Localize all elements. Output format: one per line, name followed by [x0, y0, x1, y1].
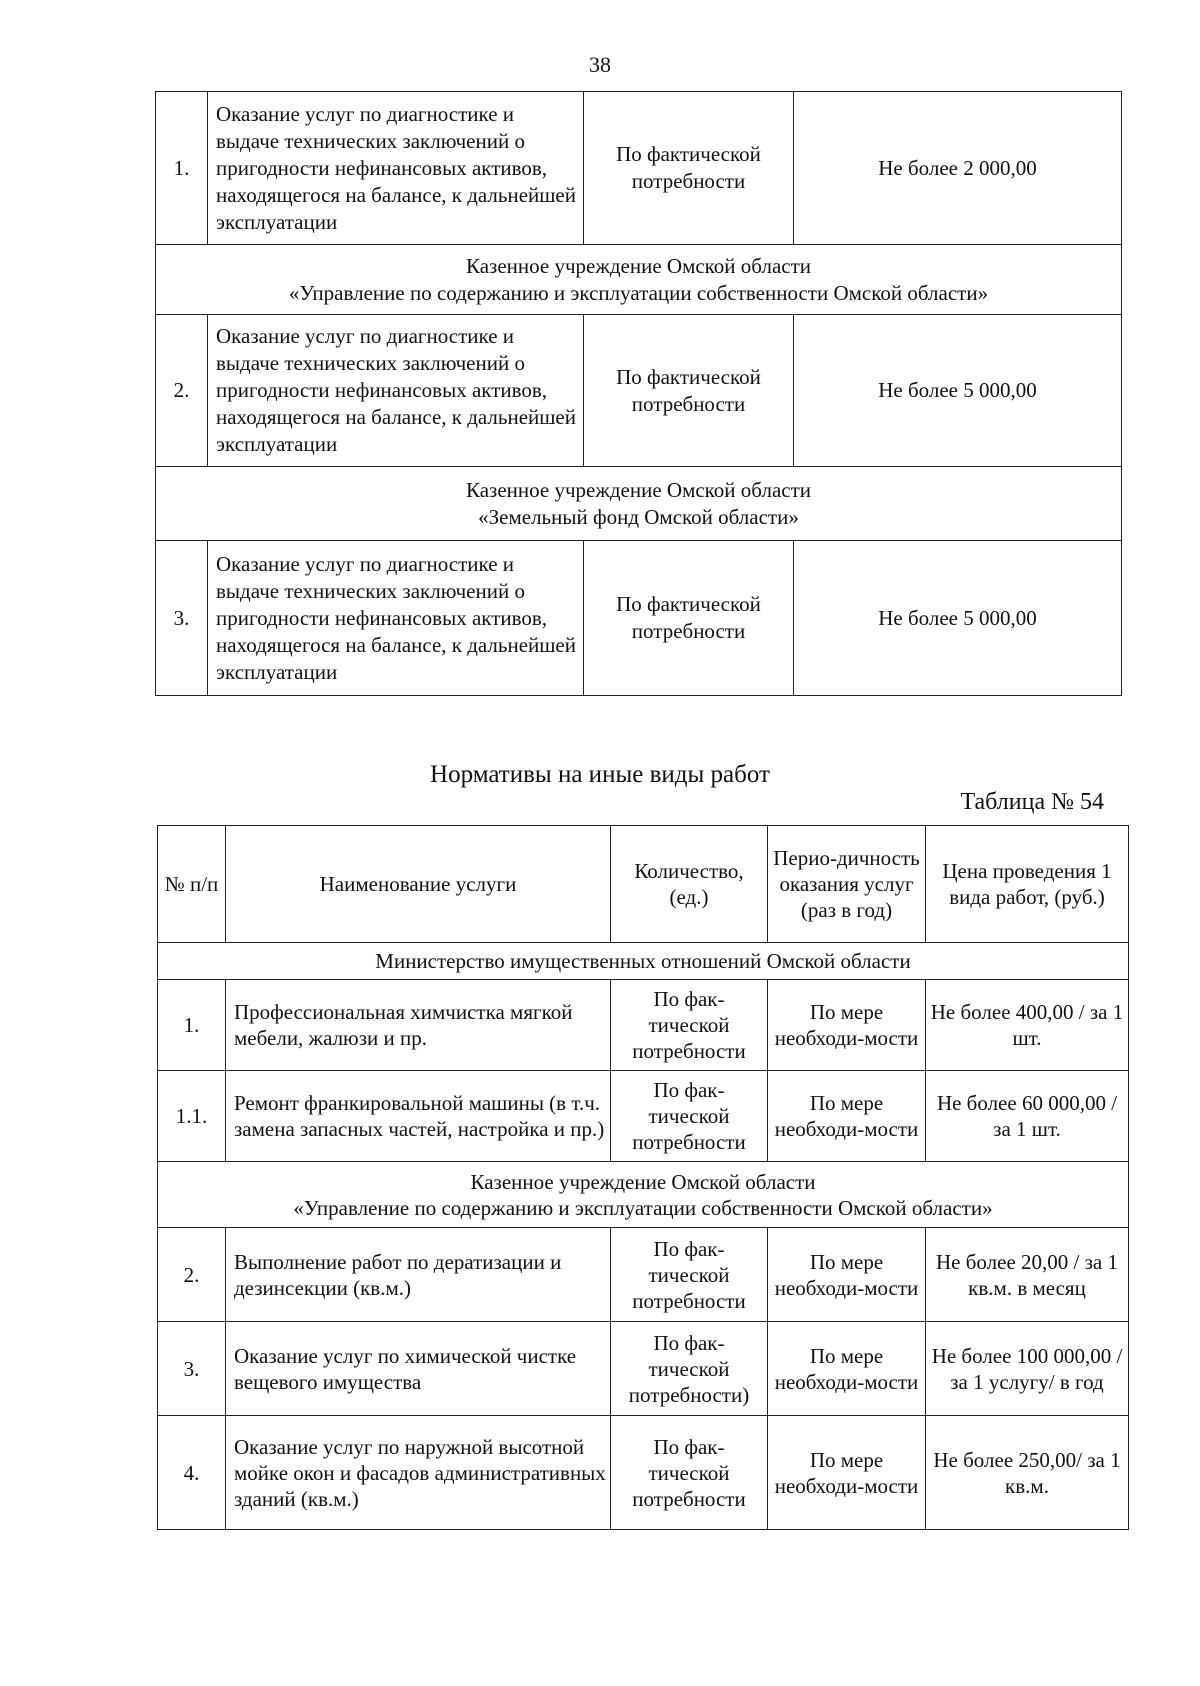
periodicity-cell: По мере необходи-мости: [768, 1071, 926, 1162]
org-row: [158, 1162, 1129, 1228]
org-line: Казенное учреждение Омской области: [465, 477, 811, 502]
org-line: Казенное учреждение Омской области: [470, 1169, 816, 1194]
row-number: 4.: [158, 1416, 226, 1530]
org-line: «Управление по содержанию и эксплуатации собственности Омской области»: [288, 280, 989, 305]
table-row: [158, 1416, 1129, 1530]
org-heading: [156, 467, 1122, 541]
service-name: Оказание услуг по наружной высотной мойке окон и фасадов административных зданий (кв.м.): [226, 1416, 611, 1530]
row-number: 2.: [158, 1228, 226, 1322]
org-heading: [158, 1162, 1129, 1228]
periodicity-cell: По мере необходи-мости: [768, 1322, 926, 1416]
row-number: 1.: [158, 980, 226, 1071]
table-row: [156, 541, 1122, 696]
row-number: 2.: [156, 315, 208, 467]
price-cell: Не более 250,00/ за 1 кв.м.: [926, 1416, 1129, 1530]
row-number: 1.: [156, 92, 208, 245]
header-period: Перио-дичность оказания услуг (раз в год): [768, 826, 926, 943]
price-cell: Не более 20,00 / за 1 кв.м. в месяц: [926, 1228, 1129, 1322]
table-row: [158, 980, 1129, 1071]
quantity-cell: По фак-тической потребности: [611, 980, 768, 1071]
quantity-cell: По фак-тической потребности: [611, 1416, 768, 1530]
header-row: [158, 826, 1129, 943]
price-cell: Не более 2 000,00: [794, 92, 1122, 245]
org-heading: [158, 943, 1129, 980]
quantity-cell: По фак-тической потребности): [611, 1322, 768, 1416]
row-number: 3.: [158, 1322, 226, 1416]
service-name: Выполнение работ по дератизации и дезинсекции (кв.м.): [226, 1228, 611, 1322]
section-title: Нормативы на иные виды работ: [430, 761, 770, 788]
quantity-cell: По фак-тической потребности: [611, 1228, 768, 1322]
header-num: № п/п: [158, 826, 226, 943]
price-cell: Не более 100 000,00 / за 1 услугу/ в год: [926, 1322, 1129, 1416]
price-cell: Не более 60 000,00 / за 1 шт.: [926, 1071, 1129, 1162]
quantity-cell: По фактической потребности: [584, 315, 794, 467]
service-name: Оказание услуг по диагностике и выдаче технических заключений о пригодности нефинансовых активов, находящегося на балансе, к дальнейшей эксплуатации: [208, 92, 584, 245]
org-line: Министерство имущественных отношений Омской области: [375, 949, 911, 973]
price-cell: Не более 5 000,00: [794, 315, 1122, 467]
org-line: Казенное учреждение Омской области: [465, 253, 811, 278]
service-name: Профессиональная химчистка мягкой мебели, жалюзи и пр.: [226, 980, 611, 1071]
table-54: [157, 825, 1129, 1530]
price-cell: Не более 5 000,00: [794, 541, 1122, 696]
org-line: «Управление по содержанию и эксплуатации собственности Омской области»: [293, 1195, 993, 1220]
quantity-cell: По фак-тической потребности: [611, 1071, 768, 1162]
price-cell: Не более 400,00 / за 1 шт.: [926, 980, 1129, 1071]
row-number: 1.1.: [158, 1071, 226, 1162]
org-row: [158, 943, 1129, 980]
page-number: 38: [589, 52, 611, 77]
periodicity-cell: По мере необходи-мости: [768, 1228, 926, 1322]
table-row: [158, 1322, 1129, 1416]
service-name: Ремонт франкировальной машины (в т.ч. замена запасных частей, настройка и пр.): [226, 1071, 611, 1162]
org-row: [156, 245, 1122, 315]
table-row: [158, 1228, 1129, 1322]
periodicity-cell: По мере необходи-мости: [768, 980, 926, 1071]
quantity-cell: По фактической потребности: [584, 92, 794, 245]
org-heading: [156, 245, 1122, 315]
table-label: Таблица № 54: [960, 789, 1104, 815]
header-name: Наименование услуги: [226, 826, 611, 943]
org-line: «Земельный фонд Омской области»: [478, 504, 799, 529]
previous-table: [155, 91, 1122, 696]
org-row: [156, 467, 1122, 541]
table-row: [156, 315, 1122, 467]
table-row: [158, 1071, 1129, 1162]
table-row: [156, 92, 1122, 245]
header-qty: Количество, (ед.): [611, 826, 768, 943]
header-price: Цена проведения 1 вида работ, (руб.): [926, 826, 1129, 943]
row-number: 3.: [156, 541, 208, 696]
periodicity-cell: По мере необходи-мости: [768, 1416, 926, 1530]
quantity-cell: По фактической потребности: [584, 541, 794, 696]
service-name: Оказание услуг по химической чистке вещевого имущества: [226, 1322, 611, 1416]
service-name: Оказание услуг по диагностике и выдаче технических заключений о пригодности нефинансовых активов, находящегося на балансе, к дальнейшей эксплуатации: [208, 315, 584, 467]
service-name: Оказание услуг по диагностике и выдаче технических заключений о пригодности нефинансовых активов, находящегося на балансе, к дальнейшей эксплуатации: [208, 541, 584, 696]
